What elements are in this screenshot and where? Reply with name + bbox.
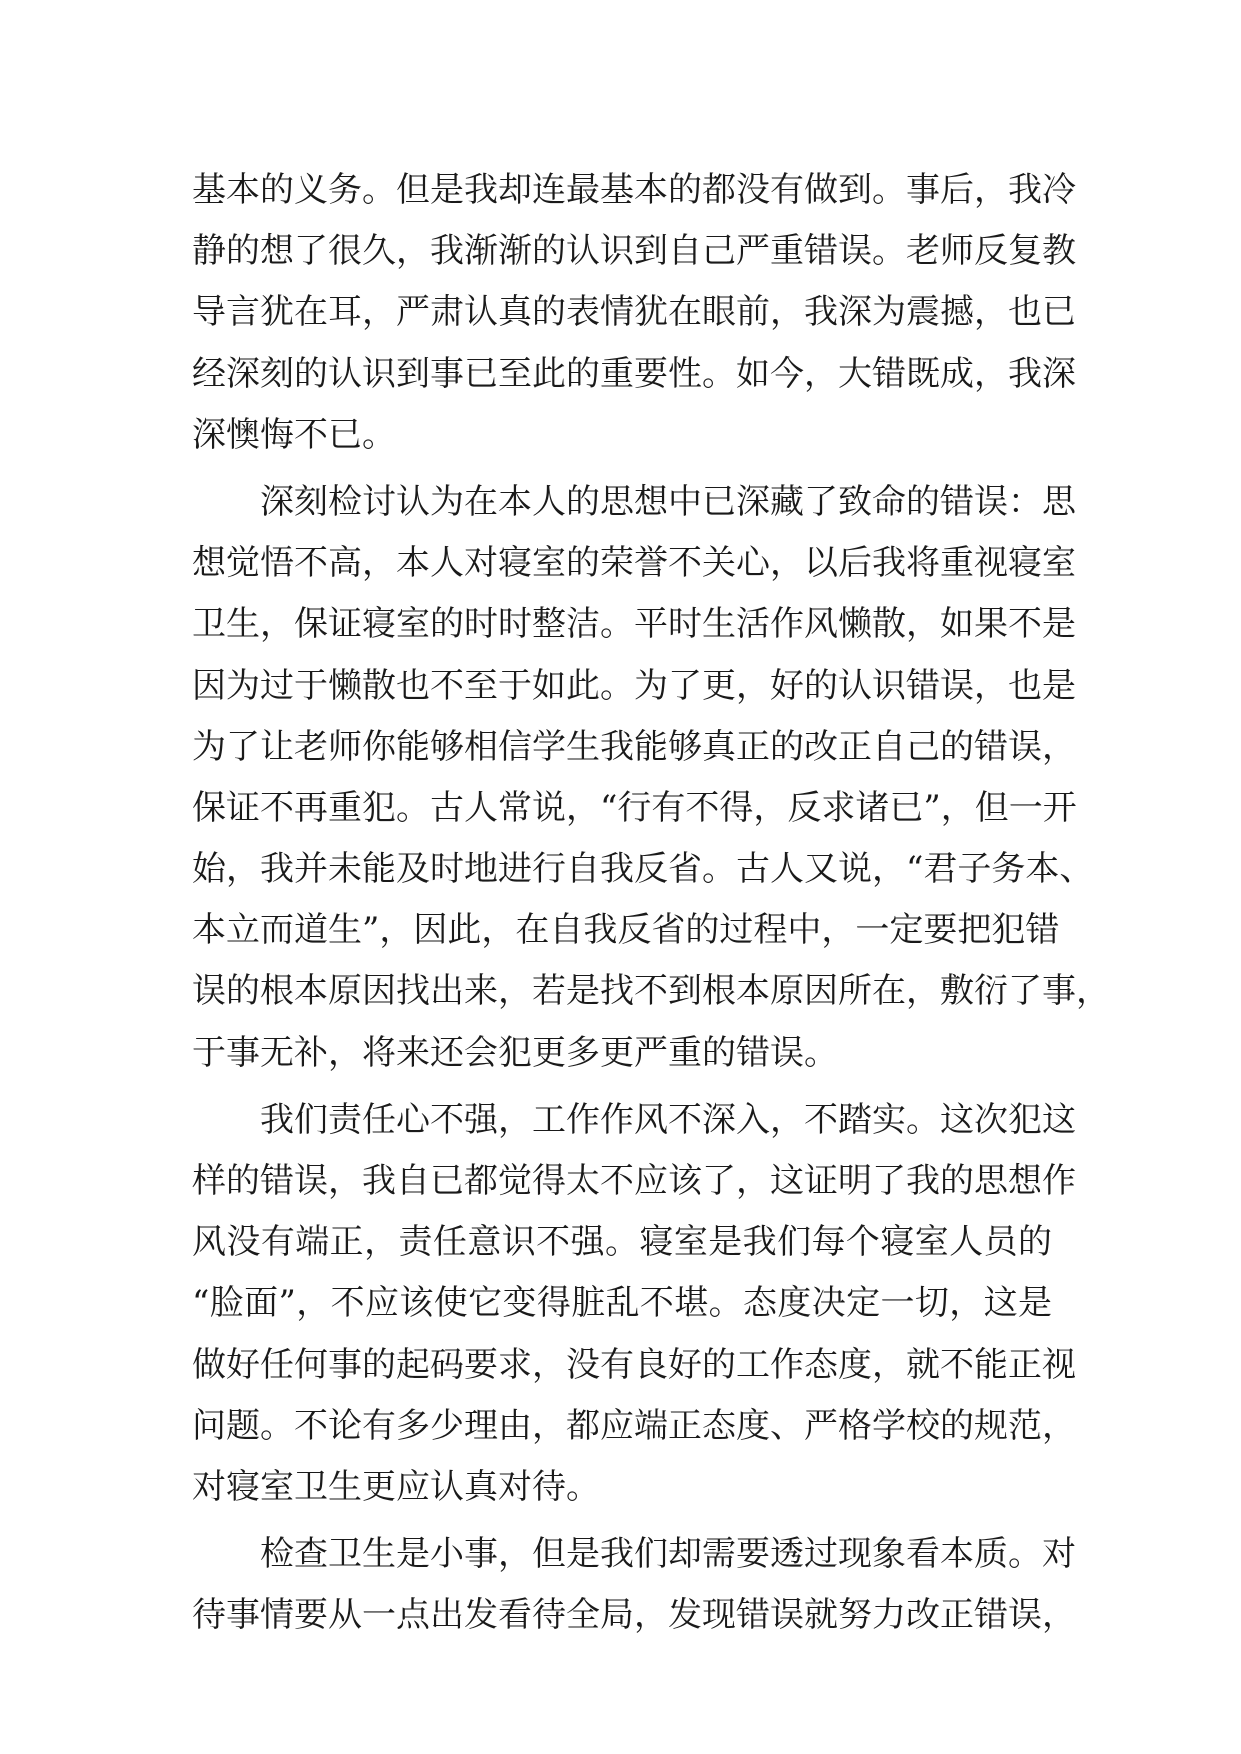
paragraph-first-line: 检查卫生是小事，但是我们却需要透过现象看本质。对 [260,1534,1076,1575]
text-line: 对寝室卫生更应认真对待。 [192,1466,600,1507]
text-line: 想觉悟不高，本人对寝室的荣誉不关心，以后我将重视寝室 [192,543,1076,584]
document-body [192,160,1110,1647]
text-line: 风没有端正，责任意识不强。寝室是我们每个寝室人员的 [192,1222,1052,1263]
text-line: 导言犹在耳，严肃认真的表情犹在眼前，我深为震撼，也已 [192,292,1076,333]
text-line: 卫生，保证寝室的时时整洁。平时生活作风懒散，如果不是 [192,604,1076,645]
text-line: 始，我并未能及时地进行自我反省。古人又说，“君子务本、 [192,849,1094,890]
paragraph-first-line: 深刻检讨认为在本人的思想中已深藏了致命的错误：思 [260,481,1076,522]
text-line: “脸面”，不应该使它变得脏乱不堪。态度决定一切，这是 [192,1283,1052,1324]
text-line: 基本的义务。但是我却连最基本的都没有做到。事后，我冷 [192,170,1076,210]
text-line: 经深刻的认识到事已至此的重要性。如今，大错既成，我深 [192,353,1076,394]
text-line: 为了让老师你能够相信学生我能够真正的改正自己的错误， [192,726,1076,767]
text-line: 样的错误，我自已都觉得太不应该了，这证明了我的思想作 [192,1161,1076,1201]
text-line: 于事无补，将来还会犯更多更严重的错误。 [192,1032,838,1073]
text-line: 保证不再重犯。古人常说，“行有不得，反求诸已”，但一开 [192,787,1077,828]
text-line: 问题。不论有多少理由，都应端正态度、严格学校的规范， [192,1405,1076,1446]
text-line: 误的根本原因找出来，若是找不到根本原因所在，敷衍了事， [192,971,1110,1012]
text-line: 静的想了很久，我渐渐的认识到自己严重错误。老师反复教 [192,231,1076,272]
text-line: 待事情要从一点出发看待全局，发现错误就努力改正错误， [192,1595,1076,1636]
text-line: 做好任何事的起码要求，没有良好的工作态度，就不能正视 [192,1344,1076,1385]
text-line: 本立而道生”，因此，在自我反省的过程中，一定要把犯错 [192,910,1060,951]
paragraph-first-line: 我们责任心不强，工作作风不深入，不踏实。这次犯这 [260,1099,1076,1140]
text-line: 因为过于懒散也不至于如此。为了更，好的认识错误，也是 [192,665,1076,706]
text-line: 深懊悔不已。 [192,414,396,455]
